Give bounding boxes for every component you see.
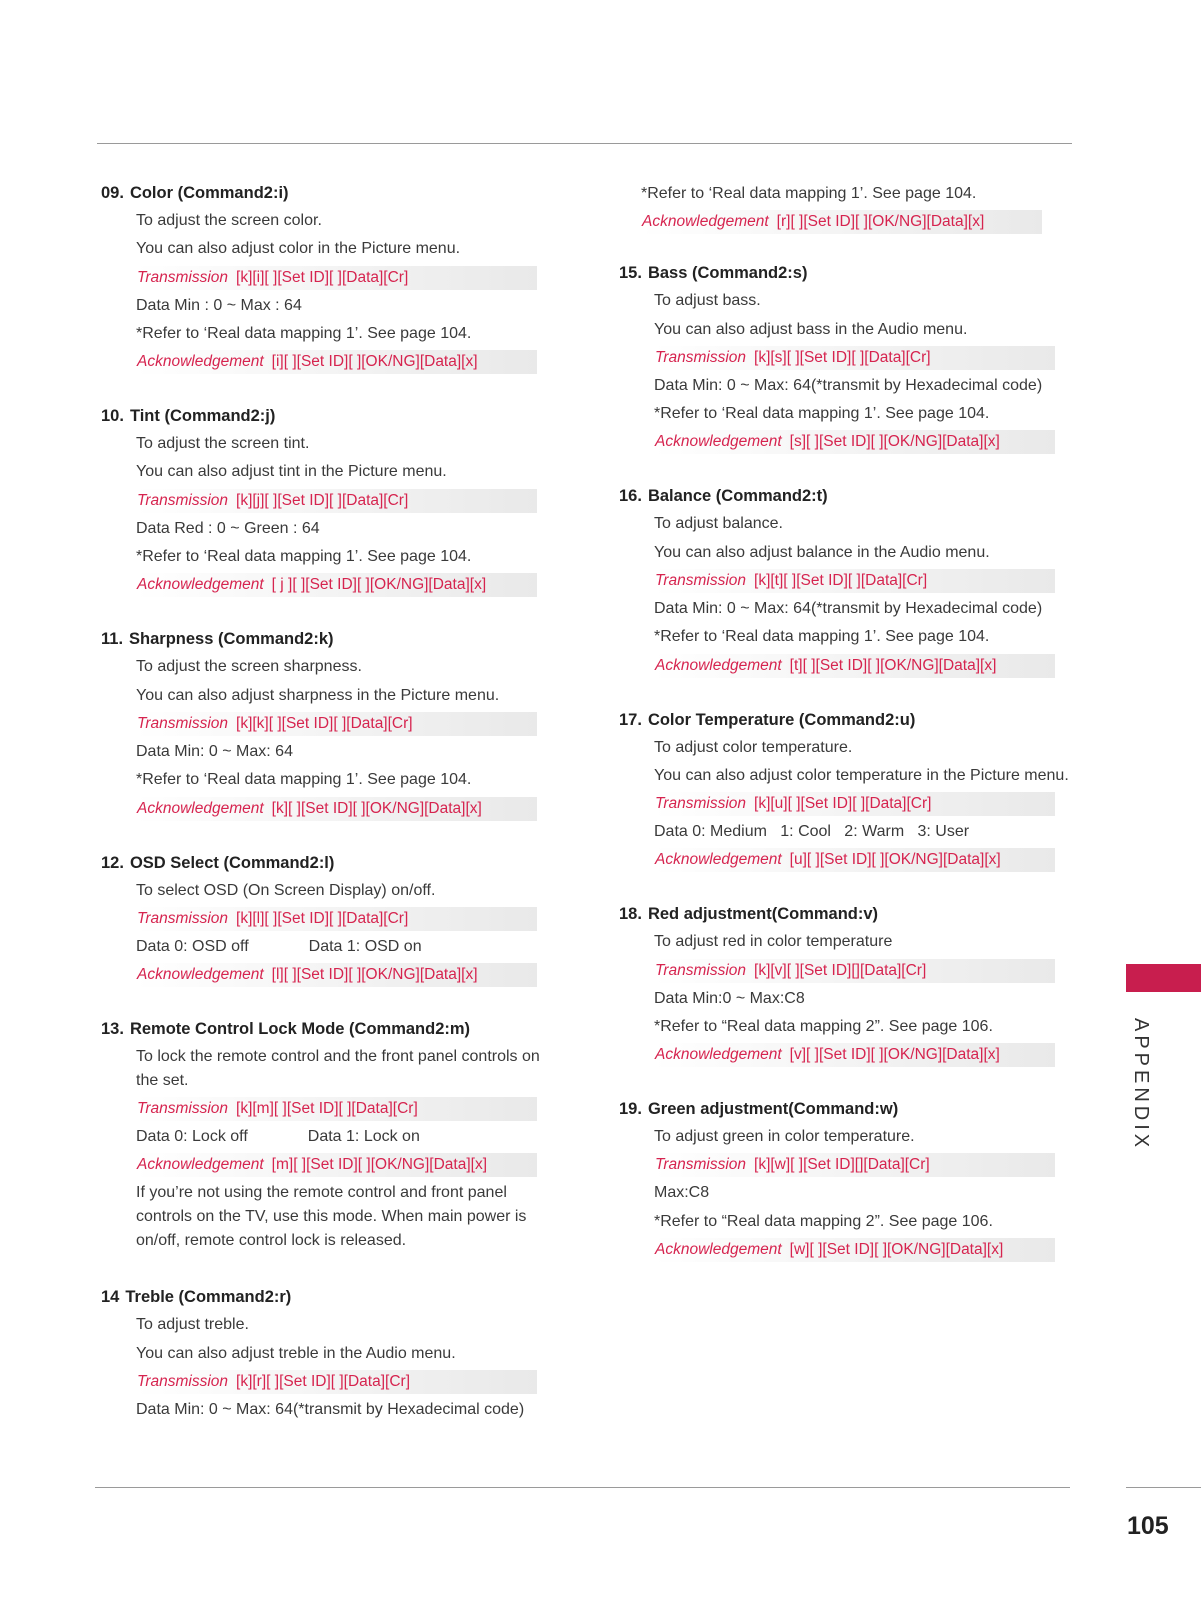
text-line: To adjust the screen color. [136,212,322,229]
text-line: To select OSD (On Screen Display) on/off. [136,881,436,899]
text-line: Data Min:0 ~ Max:C8 [654,989,805,1007]
transmission-code: Transmission [k][v][ ][Set ID][][Data][Cr] [654,959,1055,983]
text-line: Data Red : 0 ~ Green : 64 [136,519,320,537]
section-title: 16. Balance (Command2:t) [619,487,828,506]
text-line: Data Min : 0 ~ Max : 64 [136,296,302,314]
header-rule [97,143,1072,144]
section-red-adjustment [619,901,1069,1067]
acknowledgement-code: Acknowledgement [w][ ][Set ID][ ][OK/NG][Data][x] [654,1238,1055,1262]
text-line: *Refer to ‘Real data mapping 1’. See page 104. [136,324,472,342]
section-bass [619,260,1069,454]
text-line: You can also adjust tint in the Picture menu. [136,463,447,481]
section-osd-select [101,850,551,988]
text-line: Data 0: Medium 1: Cool 2: Warm 3: User [654,822,970,840]
transmission-code: Transmission [k][s][ ][Set ID][ ][Data][Cr] [654,346,1055,370]
text-line: To adjust the screen tint. [136,435,310,453]
transmission-code: Transmission [k][r][ ][Set ID][ ][Data][Cr] [136,1370,537,1394]
section-title: 19. Green adjustment(Command:w) [619,1100,899,1119]
text-line: Data Min: 0 ~ Max: 64 [136,742,293,760]
section-treble [101,1284,551,1424]
text-line: Max:C8 [654,1184,710,1202]
text-line: *Refer to ‘Real data mapping 1’. See page 104. [654,628,990,646]
section-title: 15. Bass (Command2:s) [619,264,808,283]
text-line: You can also adjust treble in the Audio menu. [136,1344,456,1362]
section-title: 17. Color Temperature (Command2:u) [619,710,916,729]
text-line: *Refer to ‘Real data mapping 1’. See page 104. [136,548,472,566]
data-values: Data 0: OSD off Data 1: OSD on [136,937,422,955]
acknowledgement-code: Acknowledgement [m][ ][Set ID][ ][OK/NG][Data][x] [136,1153,537,1177]
text-line: To adjust red in color temperature [654,933,893,951]
text-line: *Refer to ‘Real data mapping 1’. See page 104. [654,405,990,423]
section-remote-lock [101,1016,551,1255]
acknowledgement-code: Acknowledgement [k][ ][Set ID][ ][OK/NG][Data][x] [136,797,537,821]
text-line: To adjust bass. [654,292,761,310]
section-balance [619,483,1069,677]
acknowledgement-code: Acknowledgement [u][ ][Set ID][ ][OK/NG][Data][x] [654,848,1055,872]
section-title: 11. Sharpness (Command2:k) [101,630,334,649]
text-line: *Refer to “Real data mapping 2”. See page 106. [654,1212,993,1230]
section-color [101,180,551,374]
text-line: To adjust treble. [136,1316,249,1334]
text-line: To adjust balance. [654,515,783,533]
text-line: Data Min: 0 ~ Max: 64(*transmit by Hexadecimal code) [136,1401,525,1419]
text-line: You can also adjust sharpness in the Picture menu. [136,686,500,704]
section-green-adjustment [619,1096,1069,1262]
section-color-temperature [619,707,1069,873]
text-paragraph: If you’re not using the remote control and front panel controls on the TV, use this mode. When main power is on/off, remote control lock is released. [136,1184,527,1250]
transmission-code: Transmission [k][m][ ][Set ID][ ][Data][Cr] [136,1097,537,1121]
page-number: 105 [1127,1512,1169,1540]
text-line: To adjust the screen sharpness. [136,658,362,676]
text-line: You can also adjust color in the Picture menu. [136,240,461,258]
acknowledgement-code: Acknowledgement [t][ ][Set ID][ ][OK/NG][Data][x] [654,654,1055,678]
acknowledgement-code: Acknowledgement [ j ][ ][Set ID][ ][OK/NG][Data][x] [136,573,537,597]
text-line: You can also adjust bass in the Audio menu. [654,320,968,338]
text-line: *Refer to “Real data mapping 2”. See page 106. [654,1017,993,1035]
text-line: *Refer to ‘Real data mapping 1’. See page 104. [641,185,977,202]
acknowledgement-code: Acknowledgement [i][ ][Set ID][ ][OK/NG][Data][x] [136,350,537,374]
acknowledgement-code: Acknowledgement [l][ ][Set ID][ ][OK/NG][Data][x] [136,963,537,987]
section-title: 09. Color (Command2:i) [101,184,289,202]
section-tint [101,403,551,597]
transmission-code: Transmission [k][k][ ][Set ID][ ][Data][Cr] [136,712,537,736]
transmission-code: Transmission [k][u][ ][Set ID][ ][Data][Cr] [654,792,1055,816]
acknowledgement-code: Acknowledgement [v][ ][Set ID][ ][OK/NG][Data][x] [654,1043,1055,1067]
left-column [101,180,551,1453]
section-sharpness [101,626,551,820]
text-line: You can also adjust balance in the Audio menu. [654,543,990,561]
transmission-code: Transmission [k][i][ ][Set ID][ ][Data][Cr] [136,266,537,290]
transmission-code: Transmission [k][t][ ][Set ID][ ][Data][Cr] [654,569,1055,593]
text-line: To adjust color temperature. [654,738,853,756]
section-title: 12. OSD Select (Command2:l) [101,853,335,872]
acknowledgement-code: Acknowledgement [r][ ][Set ID][ ][OK/NG][Data][x] [641,210,1042,234]
data-values: Data 0: Lock off Data 1: Lock on [136,1128,420,1146]
section-title: 14 Treble (Command2:r) [101,1288,292,1307]
transmission-code: Transmission [k][l][ ][Set ID][ ][Data][Cr] [136,907,537,931]
transmission-code: Transmission [k][j][ ][Set ID][ ][Data][Cr] [136,489,537,513]
text-line: *Refer to ‘Real data mapping 1’. See page 104. [136,771,472,789]
section-title: 10. Tint (Command2:j) [101,407,276,426]
section-treble-continued [619,180,1069,234]
text-paragraph: You can also adjust color temperature in the Picture menu. [654,766,1069,784]
text-line: To adjust green in color temperature. [654,1128,915,1146]
section-title: 13. Remote Control Lock Mode (Command2:m) [101,1020,471,1039]
section-title: 18. Red adjustment(Command:v) [619,905,879,924]
footer-rule [95,1487,1070,1488]
page-number-rule [1126,1487,1201,1488]
appendix-tab-label: APPENDIX [1130,1018,1152,1152]
right-column [619,180,1069,1291]
transmission-code: Transmission [k][w][ ][Set ID][][Data][Cr] [654,1153,1055,1177]
text-line: Data Min: 0 ~ Max: 64(*transmit by Hexadecimal code) [654,376,1043,394]
section-tab-marker [1126,964,1201,992]
text-paragraph: To lock the remote control and the front panel controls on the set. [136,1048,540,1090]
text-line: Data Min: 0 ~ Max: 64(*transmit by Hexadecimal code) [654,600,1043,618]
acknowledgement-code: Acknowledgement [s][ ][Set ID][ ][OK/NG][Data][x] [654,430,1055,454]
